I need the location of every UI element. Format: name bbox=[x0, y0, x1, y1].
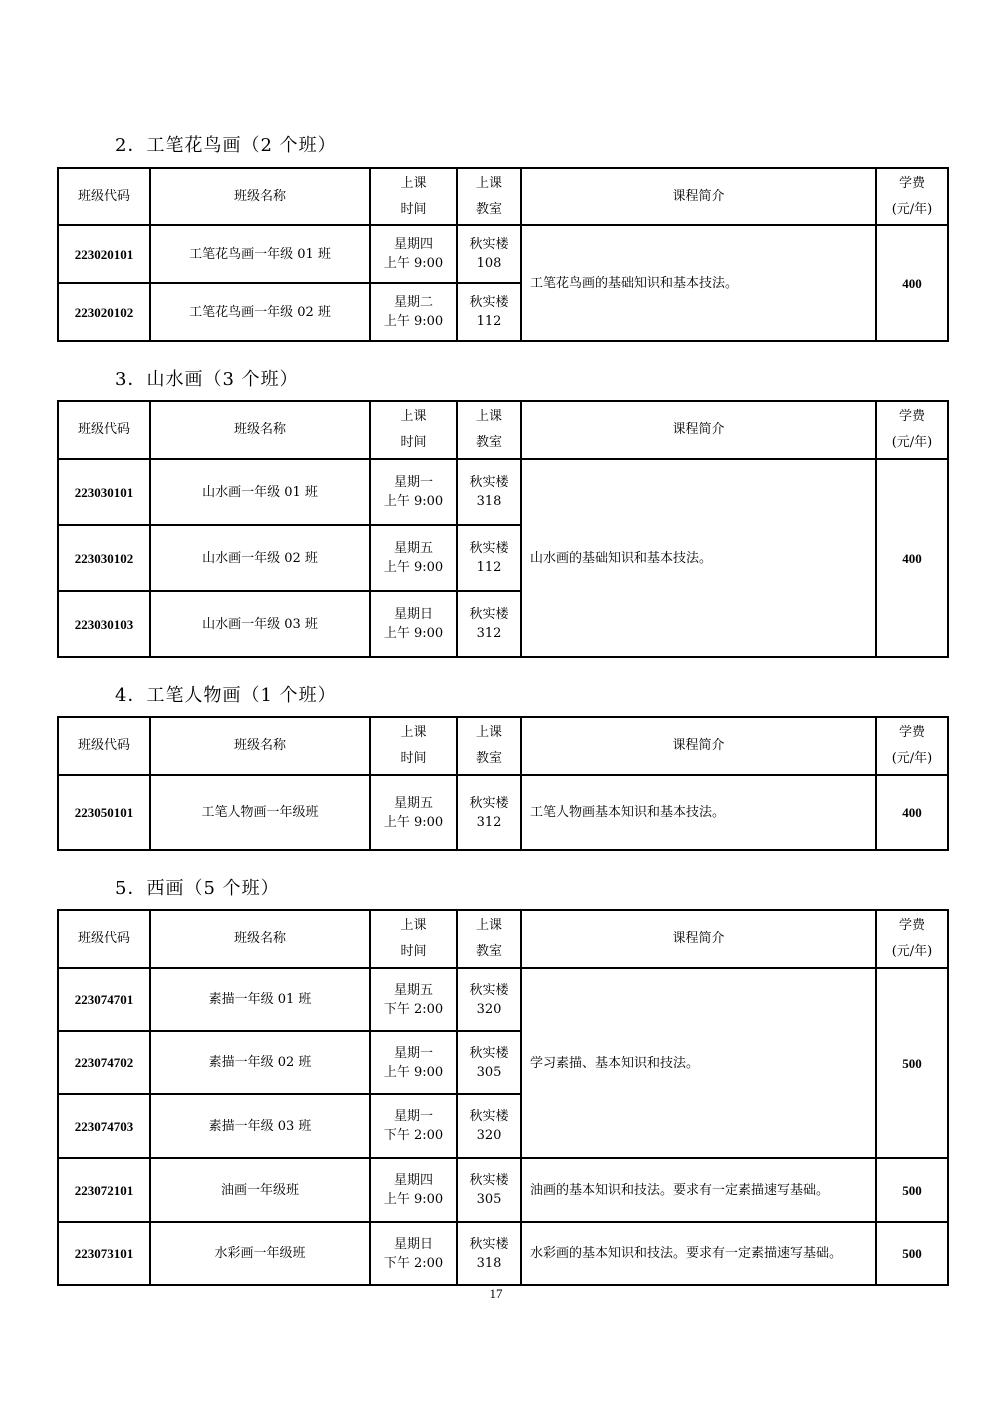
header-code: 班级代码 bbox=[58, 401, 150, 459]
class-room: 秋实楼 312 bbox=[457, 775, 521, 850]
class-time: 星期五 下午 2:00 bbox=[370, 968, 457, 1031]
class-room: 秋实楼 305 bbox=[457, 1031, 521, 1094]
class-code: 223050101 bbox=[58, 775, 150, 850]
header-fee: 学费 (元/年) bbox=[876, 910, 948, 968]
course-intro: 山水画的基础知识和基本技法。 bbox=[521, 459, 876, 657]
header-time: 上课 时间 bbox=[370, 168, 457, 225]
table-row bbox=[58, 968, 948, 1031]
section-title-2: 2．工笔花鸟画（2 个班） bbox=[115, 135, 337, 156]
course-table-5 bbox=[57, 909, 949, 1286]
header-name: 班级名称 bbox=[150, 910, 370, 968]
header-time: 上课 时间 bbox=[370, 401, 457, 459]
class-name: 工笔花鸟画一年级 01 班 bbox=[150, 225, 370, 283]
tuition-fee: 400 bbox=[876, 459, 948, 657]
course-intro: 学习素描、基本知识和技法。 bbox=[521, 968, 876, 1158]
section-title-4: 4．工笔人物画（1 个班） bbox=[115, 685, 337, 706]
class-time: 星期一 上午 9:00 bbox=[370, 459, 457, 525]
class-time: 星期五 上午 9:00 bbox=[370, 775, 457, 850]
course-table-3 bbox=[57, 400, 949, 658]
class-room: 秋实楼 108 bbox=[457, 225, 521, 283]
class-time: 星期日 下午 2:00 bbox=[370, 1222, 457, 1285]
header-name: 班级名称 bbox=[150, 401, 370, 459]
class-name: 水彩画一年级班 bbox=[150, 1222, 370, 1285]
class-code: 223072101 bbox=[58, 1158, 150, 1222]
class-time: 星期四 上午 9:00 bbox=[370, 1158, 457, 1222]
class-name: 工笔人物画一年级班 bbox=[150, 775, 370, 850]
class-time: 星期日 上午 9:00 bbox=[370, 591, 457, 657]
course-intro: 工笔人物画基本知识和基本技法。 bbox=[521, 775, 876, 850]
tuition-fee: 400 bbox=[876, 225, 948, 341]
header-time: 上课 时间 bbox=[370, 910, 457, 968]
class-code: 223030101 bbox=[58, 459, 150, 525]
table-row bbox=[58, 1222, 948, 1285]
class-name: 素描一年级 02 班 bbox=[150, 1031, 370, 1094]
header-code: 班级代码 bbox=[58, 717, 150, 775]
class-code: 223030103 bbox=[58, 591, 150, 657]
class-room: 秋实楼 318 bbox=[457, 1222, 521, 1285]
class-code: 223020101 bbox=[58, 225, 150, 283]
class-code: 223074702 bbox=[58, 1031, 150, 1094]
header-room: 上课 教室 bbox=[457, 910, 521, 968]
class-name: 山水画一年级 02 班 bbox=[150, 525, 370, 591]
header-row bbox=[58, 401, 948, 459]
class-room: 秋实楼 320 bbox=[457, 1094, 521, 1158]
table-row bbox=[58, 1158, 948, 1222]
class-room: 秋实楼 312 bbox=[457, 591, 521, 657]
header-room: 上课 教室 bbox=[457, 168, 521, 225]
page-number: 17 bbox=[489, 1286, 503, 1301]
header-name: 班级名称 bbox=[150, 717, 370, 775]
class-name: 工笔花鸟画一年级 02 班 bbox=[150, 283, 370, 341]
class-room: 秋实楼 318 bbox=[457, 459, 521, 525]
header-intro: 课程简介 bbox=[521, 717, 876, 775]
course-intro: 水彩画的基本知识和技法。要求有一定素描速写基础。 bbox=[521, 1222, 876, 1285]
class-time: 星期五 上午 9:00 bbox=[370, 525, 457, 591]
header-fee: 学费 (元/年) bbox=[876, 717, 948, 775]
header-room: 上课 教室 bbox=[457, 717, 521, 775]
class-room: 秋实楼 112 bbox=[457, 525, 521, 591]
class-time: 星期一 上午 9:00 bbox=[370, 1031, 457, 1094]
header-fee: 学费 (元/年) bbox=[876, 401, 948, 459]
tuition-fee: 500 bbox=[876, 1158, 948, 1222]
class-name: 油画一年级班 bbox=[150, 1158, 370, 1222]
section-title-5: 5．西画（5 个班） bbox=[115, 878, 280, 899]
class-time: 星期一 下午 2:00 bbox=[370, 1094, 457, 1158]
header-row bbox=[58, 717, 948, 775]
header-intro: 课程简介 bbox=[521, 168, 876, 225]
class-code: 223030102 bbox=[58, 525, 150, 591]
table-row bbox=[58, 459, 948, 525]
class-time: 星期四 上午 9:00 bbox=[370, 225, 457, 283]
header-code: 班级代码 bbox=[58, 168, 150, 225]
header-row bbox=[58, 168, 948, 225]
header-room: 上课 教室 bbox=[457, 401, 521, 459]
class-room: 秋实楼 320 bbox=[457, 968, 521, 1031]
class-name: 素描一年级 01 班 bbox=[150, 968, 370, 1031]
header-intro: 课程简介 bbox=[521, 910, 876, 968]
course-intro: 油画的基本知识和技法。要求有一定素描速写基础。 bbox=[521, 1158, 876, 1222]
course-table-4 bbox=[57, 716, 949, 851]
table-row bbox=[58, 225, 948, 283]
header-fee: 学费 (元/年) bbox=[876, 168, 948, 225]
section-title-3: 3．山水画（3 个班） bbox=[115, 369, 299, 390]
header-time: 上课 时间 bbox=[370, 717, 457, 775]
class-name: 素描一年级 03 班 bbox=[150, 1094, 370, 1158]
header-row bbox=[58, 910, 948, 968]
class-time: 星期二 上午 9:00 bbox=[370, 283, 457, 341]
class-room: 秋实楼 305 bbox=[457, 1158, 521, 1222]
table-row bbox=[58, 775, 948, 850]
tuition-fee: 500 bbox=[876, 968, 948, 1158]
class-room: 秋实楼 112 bbox=[457, 283, 521, 341]
class-code: 223074701 bbox=[58, 968, 150, 1031]
class-name: 山水画一年级 03 班 bbox=[150, 591, 370, 657]
header-code: 班级代码 bbox=[58, 910, 150, 968]
class-code: 223020102 bbox=[58, 283, 150, 341]
course-intro: 工笔花鸟画的基础知识和基本技法。 bbox=[521, 225, 876, 341]
class-name: 山水画一年级 01 班 bbox=[150, 459, 370, 525]
header-name: 班级名称 bbox=[150, 168, 370, 225]
class-code: 223073101 bbox=[58, 1222, 150, 1285]
header-intro: 课程简介 bbox=[521, 401, 876, 459]
tuition-fee: 400 bbox=[876, 775, 948, 850]
class-code: 223074703 bbox=[58, 1094, 150, 1158]
course-table-2 bbox=[57, 167, 949, 342]
tuition-fee: 500 bbox=[876, 1222, 948, 1285]
